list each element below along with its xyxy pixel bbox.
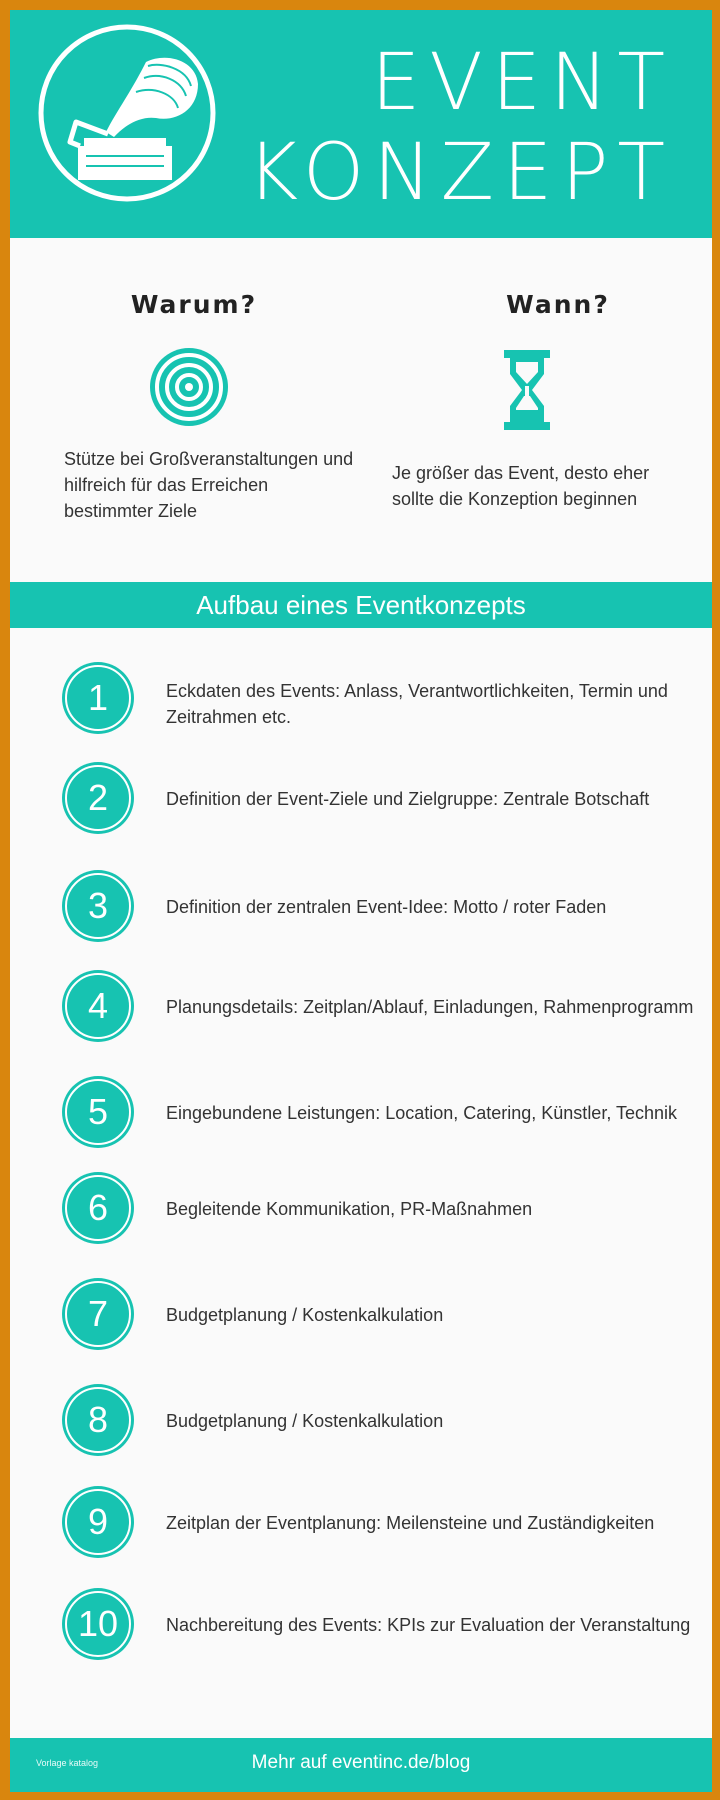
why-heading: Warum? — [130, 290, 258, 319]
footer-credit: Vorlage katalog — [36, 1758, 99, 1768]
step-number-badge: 8 — [62, 1384, 134, 1456]
target-icon — [148, 346, 230, 428]
step-item — [62, 1278, 702, 1358]
step-text: Begleitende Kommunikation, PR-Maßnahmen — [166, 1199, 533, 1219]
when-column — [390, 290, 690, 319]
blog-link[interactable]: Mehr auf eventinc.de/blog — [251, 1752, 471, 1773]
step-number-badge: 5 — [62, 1076, 134, 1148]
step-number-badge: 10 — [62, 1588, 134, 1660]
step-item — [62, 662, 702, 742]
why-column — [64, 290, 364, 319]
when-heading: Wann? — [506, 290, 610, 319]
step-item — [62, 1588, 702, 1668]
step-text: Zeitplan der Eventplanung: Meilensteine und Zuständigkeiten — [166, 1513, 655, 1533]
section-title: Aufbau eines Eventkonzepts — [10, 582, 712, 628]
title-line-konzept: KONZEPT — [246, 128, 674, 218]
step-item — [62, 1172, 702, 1252]
step-text: Budgetplanung / Kostenkalkulation — [166, 1305, 444, 1325]
header-banner — [10, 10, 712, 238]
step-number-badge: 6 — [62, 1172, 134, 1244]
step-number-badge: 2 — [62, 762, 134, 834]
footer-bar — [10, 1738, 712, 1792]
step-text: Budgetplanung / Kostenkalkulation — [166, 1411, 444, 1431]
step-number-badge: 9 — [62, 1486, 134, 1558]
infographic — [10, 10, 712, 1792]
title-line-event: EVENT — [371, 38, 674, 128]
step-text: Planungsdetails: Zeitplan/Ablauf, Einladungen, Rahmenprogramm — [166, 997, 694, 1017]
step-item — [62, 1076, 702, 1156]
step-item — [62, 970, 702, 1050]
step-text: Definition der zentralen Event-Idee: Motto / roter Faden — [166, 897, 607, 917]
gramophone-icon — [36, 22, 218, 204]
hourglass-icon — [504, 350, 550, 430]
step-item — [62, 1384, 702, 1464]
step-text: Eingebundene Leistungen: Location, Catering, Künstler, Technik — [166, 1103, 678, 1123]
when-text: Je größer das Event, desto eher sollte die Konzeption beginnen — [392, 463, 650, 509]
step-text: Definition der Event-Ziele und Zielgruppe: Zentrale Botschaft — [166, 789, 650, 809]
step-text: Eckdaten des Events: Anlass, Verantwortlichkeiten, Termin und Zeitrahmen etc. — [166, 681, 668, 727]
step-item — [62, 870, 702, 950]
step-number-badge: 1 — [62, 662, 134, 734]
step-number-badge: 7 — [62, 1278, 134, 1350]
step-number-badge: 4 — [62, 970, 134, 1042]
step-item — [62, 1486, 702, 1566]
step-item — [62, 762, 702, 842]
step-text: Nachbereitung des Events: KPIs zur Evaluation der Veranstaltung — [166, 1615, 691, 1635]
page-title — [247, 38, 674, 218]
why-text: Stütze bei Großveranstaltungen und hilfreich für das Erreichen bestimmter Ziele — [64, 449, 354, 521]
step-number-badge: 3 — [62, 870, 134, 942]
